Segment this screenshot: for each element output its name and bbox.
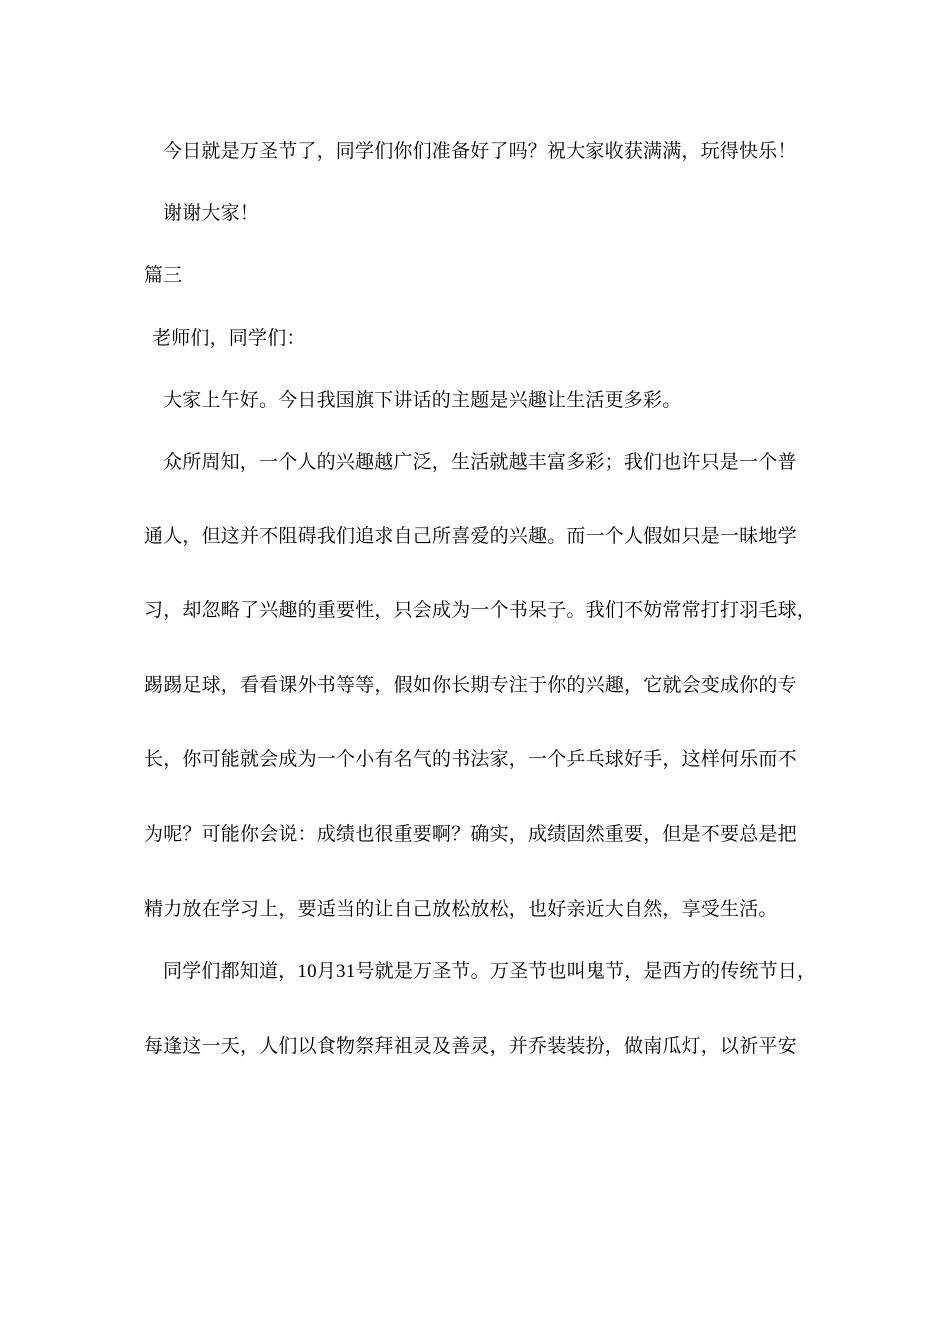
month-number: 10 — [297, 961, 317, 982]
paragraph-line: 谢谢大家！ — [163, 202, 260, 224]
paragraph-line: 习，却忽略了兴趣的重要性，只会成为一个书呆子。我们不妨常常打打羽毛球， — [144, 599, 817, 621]
day-number: 31 — [336, 961, 356, 982]
paragraph-line: 踢踢足球，看看课外书等等，假如你长期专注于你的兴趣，它就会变成你的专 — [144, 674, 797, 696]
paragraph-line: 大家上午好。今日我国旗下讲话的主题是兴趣让生活更多彩。 — [163, 389, 682, 411]
paragraph-line: 为呢？可能你会说：成绩也很重要啊？确实，成绩固然重要，但是不要总是把 — [144, 823, 797, 845]
text-segment: 同学们都知道， — [163, 960, 298, 982]
paragraph-line: 长，你可能就会成为一个小有名气的书法家，一个乒乓球好手，这样何乐而不 — [144, 748, 797, 770]
section-heading: 篇三 — [144, 264, 183, 286]
text-segment: 月 — [316, 960, 337, 982]
paragraph-line: 精力放在学习上，要适当的让自己放松放松，也好亲近大自然，享受生活。 — [144, 898, 778, 920]
paragraph-line: 每逢这一天，人们以食物祭拜祖灵及善灵，并乔装装扮，做南瓜灯，以祈平安 — [144, 1035, 797, 1057]
paragraph-line: 众所周知，一个人的兴趣越广泛，生活就越丰富多彩；我们也许只是一个普 — [163, 451, 797, 473]
salutation: 老师们，同学们： — [152, 327, 306, 349]
text-segment: 号就是万圣节。万圣节也叫鬼节，是西方的传统节日， — [355, 960, 817, 982]
paragraph-line — [163, 959, 816, 984]
paragraph-line: 今日就是万圣节了，同学们你们准备好了吗？祝大家收获满满，玩得快乐！ — [163, 140, 797, 162]
paragraph-line: 通人，但这并不阻碍我们追求自己所喜爱的兴趣。而一个人假如只是一昧地学 — [144, 525, 797, 547]
